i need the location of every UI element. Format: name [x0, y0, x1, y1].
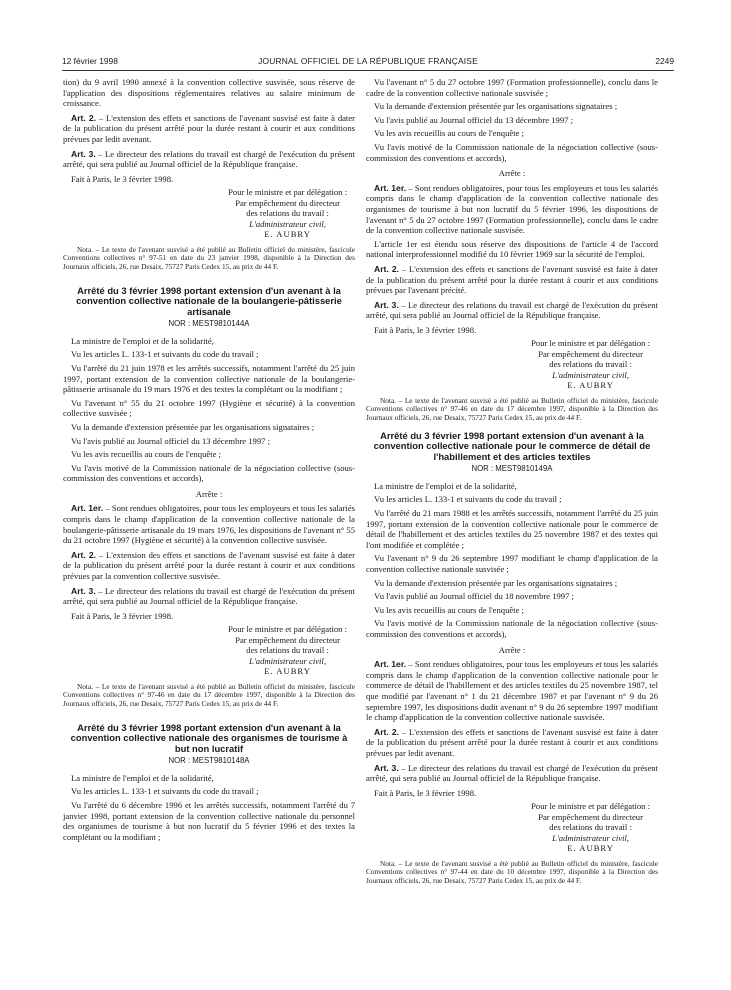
decree-title: Arrêté du 3 février 1998 portant extension d'un avenant à la convention collective nationale de la boulangerie-pâtisserie artisanale	[76, 284, 342, 317]
fait-a-paris: Fait à Paris, le 3 février 1998.	[71, 173, 174, 184]
preamble-paragraph: Vu les avis recueillis au cours de l'enquête ;	[71, 449, 221, 460]
preamble-paragraph: Vu l'avis publié au Journal officiel du 18 novembre 1997 ;	[374, 591, 574, 602]
signature-line: Pour le ministre et par délégation :	[531, 338, 650, 349]
header-rule	[62, 70, 674, 71]
preamble-paragraph: Vu l'avenant n° 5 du 27 octobre 1997 (Formation professionnelle), conclu dans le cadre de la convention collective nationale susvisée ;	[366, 77, 658, 98]
article-1	[366, 183, 658, 236]
signature-name: E. AUBRY	[567, 842, 614, 853]
fait-a-paris: Fait à Paris, le 3 février 1998.	[71, 610, 174, 621]
article-text: – Sont rendues obligatoires, pour tous les employeurs et tous les salariés compris dans le champ d'application de la convention collective nationale des organismes de tourisme à but non lucratif du 5 février 1996, les dispositions de l'avenant n° 5 du 27 octobre 1997 (Formation professionnelle), conclu dans le cadre de la convention collective nationale susvisée.	[366, 182, 658, 236]
signature-line: Pour le ministre et par délégation :	[228, 187, 347, 198]
preamble-paragraph: Vu les articles L. 133-1 et suivants du code du travail ;	[374, 494, 562, 505]
left-column	[63, 77, 355, 982]
signature-line: Par empêchement du directeur	[235, 197, 340, 208]
article-tag: Art. 3.	[71, 585, 96, 596]
article-2	[366, 727, 658, 759]
nota: Nota. – Le texte de l'avenant susvisé a été publié au Bulletin officiel du ministère, fascicule Conventions collectives n° 97-46 en date du 17 décembre 1997, disponible à la Direction des Journaux officiels, 26, rue Desaix, 75727 Paris Cedex 15, au prix de 44 F.	[63, 681, 355, 709]
preamble-paragraph: Vu les articles L. 133-1 et suivants du code du travail ;	[71, 786, 259, 797]
signature-line: des relations du travail :	[246, 208, 329, 219]
article-tag: Art. 1er.	[374, 182, 407, 193]
header-date: 12 février 1998	[62, 56, 118, 66]
article-text: – Le directeur des relations du travail est chargé de l'exécution du présent arrêté, qui sera publié au Journal officiel de la République française.	[63, 148, 355, 170]
arrete-heading: Arrête :	[498, 644, 526, 655]
preamble-paragraph: Vu l'arrêté du 21 juin 1978 et les arrêtés successifs, notamment l'arrêté du 25 juin 1997, portant extension de la convention collective nationale de la boulangerie-pâtisserie artisanale du 19 mars 1976 et des textes la complétant ou la modifiant ;	[63, 362, 355, 395]
preamble-paragraph: Vu les avis recueillis au cours de l'enquête ;	[374, 128, 524, 139]
nor-reference: NOR : MEST9810144A	[168, 319, 250, 329]
signature-line: Par empêchement du directeur	[235, 634, 340, 645]
signature-line: Par empêchement du directeur	[538, 348, 643, 359]
article-3	[63, 586, 355, 607]
signature-name: E. AUBRY	[264, 228, 311, 239]
signature-title: L'administrateur civil,	[552, 369, 629, 380]
fait-a-paris: Fait à Paris, le 3 février 1998.	[374, 324, 477, 335]
article-text: – Le directeur des relations du travail est chargé de l'exécution du présent arrêté, qui sera publié au Journal officiel de la République française.	[366, 762, 658, 784]
article-text: – L'extension des effets et sanctions de l'avenant susvisé est faite à dater de la publication du présent arrêté pour la durée restant à courir et aux conditions prévues par ledit avenant.	[63, 112, 355, 144]
nota: Nota. – Le texte de l'avenant susvisé a été publié au Bulletin officiel du ministère, fascicule Conventions collectives n° 97-44 en date du 10 décembre 1997, disponible à la Direction des Journaux officiels, 26, rue Desaix, 75727 Paris Cedex 15, au prix de 44 F.	[366, 858, 658, 886]
continued-paragraph: tion) du 9 avril 1990 annexé à la convention collective susvisée, sous réserve de l'application des dispositions réglementaires relatives au salaire minimum de croissance.	[63, 77, 355, 109]
signature-block	[366, 338, 658, 390]
nota: Nota. – Le texte de l'avenant susvisé a été publié au Bulletin officiel du ministère, fascicule Conventions collectives n° 97-46 en date du 17 décembre 1997, disponible à la Direction des Journaux officiels, 26, rue Desaix, 75727 Paris Cedex 15, au prix de 44 F.	[366, 395, 658, 423]
signature-line: Pour le ministre et par délégation :	[531, 801, 650, 812]
preamble-paragraph: Vu la demande d'extension présentée par les organisations signataires ;	[71, 421, 315, 432]
right-column	[366, 77, 658, 982]
preamble-paragraph: Vu l'avenant n° 55 du 21 octobre 1997 (Hygiène et sécurité) à la convention collective susvisée ;	[63, 397, 355, 419]
article-text: – Sont rendues obligatoires, pour tous les employeurs et tous les salariés compris dans le champ d'application de la convention collective nationale pour le commerce de détail de l'habillement et des articles textiles du 25 novembre 1987, tel que modifié par l'avenant n° 1 du 21 décembre 1987 et par l'avenant n° 9 du 26 septembre 1997, les dispositions dudit avenant n° 9 du 26 septembre 1997 modifiant le champ d'application de la convention collective nationale susvisée.	[366, 659, 658, 723]
article-3	[366, 300, 658, 321]
article-text: – Le directeur des relations du travail est chargé de l'exécution du présent arrêté, qui sera publié au Journal officiel de la République française.	[366, 299, 658, 321]
preamble-paragraph: Vu l'avis motivé de la Commission nationale de la négociation collective (sous-commission des conventions et accords),	[366, 141, 658, 163]
preamble-paragraph: Vu les avis recueillis au cours de l'enquête ;	[374, 604, 524, 615]
article-tag: Art. 3.	[374, 299, 399, 310]
signature-block	[63, 624, 355, 676]
signature-title: L'administrateur civil,	[249, 218, 326, 229]
signature-name: E. AUBRY	[264, 666, 311, 677]
decree-title: Arrêté du 3 février 1998 portant extension d'un avenant à la convention collective nationale pour le commerce de détail de l'habillement et des articles textiles	[373, 430, 651, 462]
article-text: – L'extension des effets et sanctions de l'avenant susvisé est faite à dater de la publication du présent arrêté pour la durée restant à courir et aux conditions prévues par l'avenant précité.	[366, 263, 658, 296]
preamble-paragraph: Vu l'arrêté du 21 mars 1988 et les arrêtés successifs, notamment l'arrêté du 25 juin 1997, portant extension de la convention collective nationale pour le commerce de détail de l'habillement et des articles textiles du 25 novembre 1987 et des textes qui l'ont modifiée et complétée ;	[366, 508, 658, 550]
article-text: – Sont rendues obligatoires, pour tous les employeurs et tous les salariés compris dans le champ d'application de la convention collective nationale de la boulangerie-pâtisserie artisanale du 19 mars 1976, les dispositions de l'avenant n° 55 du 21 octobre 1997 (Hygiène et sécurité) à la convention collective susvisée.	[63, 503, 355, 546]
preamble-paragraph: La ministre de l'emploi et de la solidarité,	[71, 772, 214, 783]
signature-block	[366, 801, 658, 853]
signature-line: des relations du travail :	[246, 645, 329, 656]
article-2	[366, 264, 658, 296]
article-tag: Art. 2.	[374, 726, 400, 737]
nor-reference: NOR : MEST9810148A	[168, 756, 250, 766]
article-tag: Art. 3.	[71, 148, 96, 159]
nor-reference: NOR : MEST9810149A	[471, 464, 553, 474]
preamble-paragraph: Vu l'arrêté du 6 décembre 1996 et les arrêtés successifs, notamment l'arrêté du 7 janvier 1998, portant extension de la convention collective nationale du personnel des organismes de tourisme à but non lucratif du 5 février 1996 et des textes la complétant ou la modifiant ;	[63, 800, 355, 842]
article-tag: Art. 2.	[71, 112, 97, 123]
article-1	[63, 503, 355, 545]
preamble-paragraph: Vu la demande d'extension présentée par les organisations signataires ;	[374, 577, 618, 588]
signature-block	[63, 187, 355, 239]
article-text: – L'extension des effets et sanctions de l'avenant susvisé est faite à dater de la publication du présent arrêté pour la durée restant à courir et aux conditions prévues par la convention collective susvisée.	[63, 549, 355, 582]
signature-line: des relations du travail :	[549, 822, 632, 833]
article-1	[366, 659, 658, 723]
header-page-number: 2249	[655, 56, 674, 66]
preamble-paragraph: La ministre de l'emploi et de la solidarité,	[374, 480, 517, 491]
preamble-paragraph: Vu les articles L. 133-1 et suivants du code du travail ;	[71, 349, 259, 360]
preamble-paragraph: Vu l'avis publié au Journal officiel du 13 décembre 1997 ;	[374, 114, 573, 125]
article-tag: Art. 3.	[374, 762, 399, 773]
signature-name: E. AUBRY	[567, 380, 614, 391]
article-tag: Art. 2.	[374, 263, 400, 274]
signature-title: L'administrateur civil,	[249, 655, 326, 666]
preamble-paragraph: Vu l'avis motivé de la Commission nationale de la négociation collective (sous-commission des conventions et accords),	[366, 618, 658, 640]
article-3	[366, 763, 658, 784]
preamble-paragraph: Vu la demande d'extension présentée par les organisations signataires ;	[374, 101, 618, 112]
signature-line: Pour le ministre et par délégation :	[228, 624, 347, 635]
article-tag: Art. 2.	[71, 549, 97, 560]
signature-line: des relations du travail :	[549, 359, 632, 370]
fait-a-paris: Fait à Paris, le 3 février 1998.	[374, 787, 477, 798]
article-2	[63, 113, 355, 145]
article-text: – L'extension des effets et sanctions de l'avenant susvisé est faite à dater de la publication du présent arrêté pour la durée restant à courir et aux conditions prévues par ledit avenant.	[366, 726, 658, 758]
article-3	[63, 149, 355, 170]
signature-line: Par empêchement du directeur	[538, 811, 643, 822]
preamble-paragraph: Vu l'avenant n° 9 du 26 septembre 1997 modifiant le champ d'application de la convention collective nationale susvisée ;	[366, 553, 658, 575]
article-tag: Art. 1er.	[374, 659, 407, 670]
preamble-paragraph: La ministre de l'emploi et de la solidarité,	[71, 335, 214, 346]
article-1-reserve: L'article 1er est étendu sous réserve des dispositions de l'article 4 de l'accord national interprofessionnel modifié du 10 février 1969 sur la sécurité de l'emploi.	[366, 238, 658, 260]
arrete-heading: Arrête :	[195, 488, 223, 499]
decree-title: Arrêté du 3 février 1998 portant extension d'un avenant à la convention collective nationale des organismes de tourisme à but non lucratif	[70, 722, 348, 754]
article-2	[63, 550, 355, 582]
signature-title: L'administrateur civil,	[552, 832, 629, 843]
article-text: – Le directeur des relations du travail est chargé de l'exécution du présent arrêté, qui sera publié au Journal officiel de la République française.	[63, 585, 355, 607]
preamble-paragraph: Vu l'avis publié au Journal officiel du 13 décembre 1997 ;	[71, 435, 270, 446]
arrete-heading: Arrête :	[498, 168, 526, 179]
nota: Nota. – Le texte de l'avenant susvisé a été publié au Bulletin officiel du ministère, fascicule Conventions collectives n° 97-51 en date du 23 janvier 1998, disponible à la Direction des Journaux officiels, 26, rue Desaix, 75727 Paris Cedex 15, au prix de 44 F.	[63, 244, 355, 272]
header-journal-title: JOURNAL OFFICIEL DE LA RÉPUBLIQUE FRANÇAISE	[258, 56, 478, 66]
article-tag: Art. 1er.	[71, 503, 104, 514]
preamble-paragraph: Vu l'avis motivé de la Commission nationale de la négociation collective (sous-commission des conventions et accords),	[63, 462, 355, 484]
